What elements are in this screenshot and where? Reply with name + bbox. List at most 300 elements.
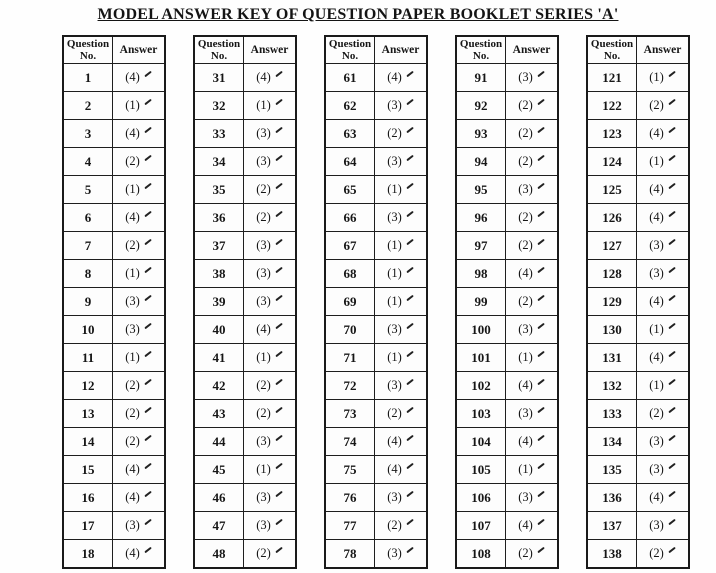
answer-cell: [375, 400, 428, 428]
answer-cell: [244, 204, 297, 232]
tick-icon: [668, 239, 675, 245]
tick-icon: [144, 239, 151, 245]
table-row: [325, 484, 427, 512]
table-row: [63, 428, 165, 456]
answer-header: Answer: [637, 36, 690, 64]
table-row: [456, 316, 558, 344]
answer-cell: [113, 400, 166, 428]
answer-cell: [637, 484, 690, 512]
tick-icon: [406, 183, 413, 189]
table-row: [587, 428, 689, 456]
question-number-cell: 7: [63, 232, 113, 260]
answer-cell: [113, 344, 166, 372]
answer-cell: [506, 344, 559, 372]
answer-cell: [375, 232, 428, 260]
answer-cell: [375, 260, 428, 288]
tick-icon: [275, 239, 282, 245]
question-number-cell: 17: [63, 512, 113, 540]
question-number-cell: 76: [325, 484, 375, 512]
answer-value: (2): [256, 546, 271, 560]
table-row: [194, 484, 296, 512]
tick-icon: [144, 211, 151, 217]
question-number-cell: 73: [325, 400, 375, 428]
table-row: [63, 232, 165, 260]
answer-cell: [506, 316, 559, 344]
answer-cell: [113, 372, 166, 400]
question-number-cell: 36: [194, 204, 244, 232]
tick-icon: [668, 323, 675, 329]
table-row: [194, 92, 296, 120]
answer-value: (1): [125, 350, 140, 364]
table-row: [325, 428, 427, 456]
question-number-cell: 13: [63, 400, 113, 428]
answer-value: (3): [649, 434, 664, 448]
question-number-cell: 39: [194, 288, 244, 316]
question-no-header: Question No.: [194, 36, 244, 64]
question-number-cell: 92: [456, 92, 506, 120]
table-row: [194, 316, 296, 344]
table-row: [63, 148, 165, 176]
answer-cell: [506, 372, 559, 400]
answer-value: (4): [125, 490, 140, 504]
answer-header: Answer: [244, 36, 297, 64]
answer-header: Answer: [113, 36, 166, 64]
answer-value: (3): [256, 490, 271, 504]
tick-icon: [668, 491, 675, 497]
answer-cell: [375, 148, 428, 176]
tick-icon: [668, 463, 675, 469]
table-row: [63, 344, 165, 372]
tick-icon: [275, 267, 282, 273]
answer-value: (4): [649, 210, 664, 224]
answer-cell: [506, 260, 559, 288]
table-row: [63, 372, 165, 400]
answer-value: (1): [125, 266, 140, 280]
answer-value: (4): [518, 378, 533, 392]
answer-cell: [113, 232, 166, 260]
tick-icon: [144, 267, 151, 273]
answer-cell: [244, 232, 297, 260]
table-row: [325, 120, 427, 148]
question-number-cell: 16: [63, 484, 113, 512]
tick-icon: [275, 463, 282, 469]
table-row: [456, 260, 558, 288]
answer-value: (3): [256, 154, 271, 168]
question-number-cell: 67: [325, 232, 375, 260]
question-number-cell: 43: [194, 400, 244, 428]
question-number-cell: 133: [587, 400, 637, 428]
table-row: [325, 288, 427, 316]
tick-icon: [537, 491, 544, 497]
table-row: [63, 260, 165, 288]
tick-icon: [275, 211, 282, 217]
answer-value: (1): [518, 350, 533, 364]
answer-value: (3): [387, 490, 402, 504]
question-number-cell: 62: [325, 92, 375, 120]
document-page: [0, 6, 716, 573]
table-row: [325, 260, 427, 288]
tick-icon: [275, 491, 282, 497]
question-number-cell: 103: [456, 400, 506, 428]
question-number-cell: 137: [587, 512, 637, 540]
table-row: [456, 540, 558, 569]
answer-value: (4): [125, 70, 140, 84]
question-number-cell: 35: [194, 176, 244, 204]
header-row: [194, 36, 296, 64]
tick-icon: [275, 547, 282, 553]
question-number-cell: 125: [587, 176, 637, 204]
answer-cell: [375, 428, 428, 456]
tick-icon: [275, 519, 282, 525]
table-row: [587, 176, 689, 204]
table-row: [456, 288, 558, 316]
question-number-cell: 9: [63, 288, 113, 316]
answer-cell: [375, 92, 428, 120]
answer-cell: [113, 288, 166, 316]
answer-cell: [506, 232, 559, 260]
tick-icon: [537, 547, 544, 553]
tick-icon: [275, 379, 282, 385]
tick-icon: [537, 295, 544, 301]
question-no-header: Question No.: [63, 36, 113, 64]
question-number-cell: 97: [456, 232, 506, 260]
table-row: [456, 204, 558, 232]
table-row: [587, 204, 689, 232]
table-row: [194, 456, 296, 484]
answer-cell: [637, 92, 690, 120]
tick-icon: [537, 323, 544, 329]
table-row: [587, 92, 689, 120]
tick-icon: [406, 99, 413, 105]
answer-value: (1): [649, 70, 664, 84]
answer-cell: [637, 148, 690, 176]
answer-cell: [244, 540, 297, 569]
answer-cell: [244, 400, 297, 428]
question-number-cell: 122: [587, 92, 637, 120]
tick-icon: [537, 351, 544, 357]
question-number-cell: 129: [587, 288, 637, 316]
question-number-cell: 2: [63, 92, 113, 120]
answer-value: (3): [518, 70, 533, 84]
answer-value: (1): [649, 378, 664, 392]
answer-cell: [113, 92, 166, 120]
question-number-cell: 41: [194, 344, 244, 372]
answer-cell: [637, 288, 690, 316]
answer-value: (3): [125, 294, 140, 308]
question-number-cell: 127: [587, 232, 637, 260]
question-number-cell: 72: [325, 372, 375, 400]
answer-cell: [637, 120, 690, 148]
answer-value: (4): [518, 434, 533, 448]
tick-icon: [275, 183, 282, 189]
answer-cell: [375, 120, 428, 148]
table-row: [587, 456, 689, 484]
answer-value: (1): [387, 350, 402, 364]
question-number-cell: 34: [194, 148, 244, 176]
question-number-cell: 33: [194, 120, 244, 148]
answer-cell: [506, 484, 559, 512]
answer-value: (3): [256, 518, 271, 532]
table-row: [194, 232, 296, 260]
answer-cell: [244, 428, 297, 456]
answer-cell: [637, 344, 690, 372]
answer-cell: [375, 204, 428, 232]
answer-value: (3): [387, 322, 402, 336]
answer-value: (4): [649, 490, 664, 504]
table-row: [456, 400, 558, 428]
question-number-cell: 135: [587, 456, 637, 484]
question-number-cell: 107: [456, 512, 506, 540]
answer-value: (4): [256, 70, 271, 84]
tick-icon: [537, 155, 544, 161]
answer-cell: [375, 176, 428, 204]
table-row: [325, 512, 427, 540]
question-number-cell: 91: [456, 64, 506, 92]
answer-key-table-3: [324, 35, 428, 569]
question-number-cell: 75: [325, 456, 375, 484]
answer-value: (4): [649, 182, 664, 196]
answer-value: (3): [125, 322, 140, 336]
answer-value: (1): [387, 182, 402, 196]
question-number-cell: 132: [587, 372, 637, 400]
tick-icon: [537, 211, 544, 217]
answer-cell: [244, 512, 297, 540]
tick-icon: [144, 127, 151, 133]
answer-cell: [375, 372, 428, 400]
answer-cell: [375, 344, 428, 372]
table-row: [194, 260, 296, 288]
answer-value: (2): [518, 294, 533, 308]
tick-icon: [537, 379, 544, 385]
table-row: [63, 512, 165, 540]
tick-icon: [668, 155, 675, 161]
question-number-cell: 38: [194, 260, 244, 288]
answer-cell: [506, 512, 559, 540]
table-row: [63, 456, 165, 484]
table-row: [194, 64, 296, 92]
question-number-cell: 15: [63, 456, 113, 484]
table-row: [325, 148, 427, 176]
answer-value: (1): [649, 154, 664, 168]
answer-value: (1): [256, 462, 271, 476]
question-number-cell: 48: [194, 540, 244, 569]
answer-cell: [637, 316, 690, 344]
tick-icon: [144, 379, 151, 385]
question-number-cell: 104: [456, 428, 506, 456]
answer-cell: [113, 540, 166, 569]
tick-icon: [406, 127, 413, 133]
answer-value: (4): [387, 462, 402, 476]
answer-value: (3): [518, 406, 533, 420]
answer-value: (2): [518, 98, 533, 112]
tick-icon: [668, 267, 675, 273]
question-number-cell: 1: [63, 64, 113, 92]
table-row: [194, 344, 296, 372]
question-number-cell: 64: [325, 148, 375, 176]
question-number-cell: 6: [63, 204, 113, 232]
tick-icon: [144, 463, 151, 469]
answer-cell: [113, 176, 166, 204]
answer-value: (2): [256, 406, 271, 420]
tick-icon: [406, 463, 413, 469]
answer-value: (2): [387, 518, 402, 532]
tick-icon: [668, 71, 675, 77]
answer-key-table-5: [586, 35, 690, 569]
answer-value: (2): [387, 126, 402, 140]
table-row: [587, 120, 689, 148]
answer-key-table-2: [193, 35, 297, 569]
answer-value: (3): [256, 238, 271, 252]
question-number-cell: 77: [325, 512, 375, 540]
question-number-cell: 12: [63, 372, 113, 400]
answer-value: (3): [387, 154, 402, 168]
answer-value: (4): [518, 266, 533, 280]
question-number-cell: 138: [587, 540, 637, 569]
header-row: [587, 36, 689, 64]
table-row: [587, 260, 689, 288]
question-number-cell: 31: [194, 64, 244, 92]
answer-value: (3): [256, 434, 271, 448]
tick-icon: [144, 351, 151, 357]
answer-cell: [244, 456, 297, 484]
answer-value: (2): [649, 98, 664, 112]
question-number-cell: 61: [325, 64, 375, 92]
tick-icon: [668, 407, 675, 413]
answer-cell: [113, 484, 166, 512]
answer-value: (2): [518, 546, 533, 560]
answer-cell: [113, 456, 166, 484]
question-number-cell: 134: [587, 428, 637, 456]
table-row: [194, 148, 296, 176]
tick-icon: [144, 547, 151, 553]
answer-value: (2): [518, 126, 533, 140]
question-no-header: Question No.: [456, 36, 506, 64]
answer-value: (3): [649, 518, 664, 532]
answer-cell: [375, 484, 428, 512]
answer-cell: [637, 456, 690, 484]
table-row: [456, 120, 558, 148]
answer-cell: [506, 204, 559, 232]
tick-icon: [406, 295, 413, 301]
answer-value: (1): [256, 350, 271, 364]
answer-value: (1): [518, 462, 533, 476]
answer-value: (3): [387, 546, 402, 560]
question-number-cell: 131: [587, 344, 637, 372]
table-row: [63, 316, 165, 344]
table-row: [456, 64, 558, 92]
question-number-cell: 11: [63, 344, 113, 372]
table-row: [325, 64, 427, 92]
question-number-cell: 68: [325, 260, 375, 288]
table-row: [587, 400, 689, 428]
answer-cell: [244, 372, 297, 400]
table-row: [456, 92, 558, 120]
answer-value: (4): [125, 462, 140, 476]
tick-icon: [406, 239, 413, 245]
tick-icon: [668, 183, 675, 189]
answer-value: (2): [256, 182, 271, 196]
answer-value: (2): [125, 406, 140, 420]
header-row: [63, 36, 165, 64]
answer-value: (1): [125, 98, 140, 112]
question-number-cell: 100: [456, 316, 506, 344]
answer-value: (3): [387, 378, 402, 392]
tick-icon: [668, 435, 675, 441]
tick-icon: [406, 547, 413, 553]
answer-cell: [506, 288, 559, 316]
question-number-cell: 96: [456, 204, 506, 232]
table-row: [194, 540, 296, 569]
table-row: [63, 484, 165, 512]
table-row: [194, 176, 296, 204]
answer-value: (1): [649, 322, 664, 336]
question-number-cell: 136: [587, 484, 637, 512]
answer-cell: [244, 316, 297, 344]
question-number-cell: 78: [325, 540, 375, 569]
answer-cell: [244, 176, 297, 204]
tick-icon: [144, 155, 151, 161]
answer-value: (4): [649, 294, 664, 308]
table-row: [194, 400, 296, 428]
tick-icon: [144, 183, 151, 189]
answer-cell: [506, 176, 559, 204]
table-row: [456, 512, 558, 540]
table-row: [325, 344, 427, 372]
table-row: [587, 64, 689, 92]
table-row: [587, 316, 689, 344]
tick-icon: [275, 323, 282, 329]
tick-icon: [668, 295, 675, 301]
answer-cell: [375, 512, 428, 540]
question-no-header: Question No.: [325, 36, 375, 64]
answer-value: (2): [518, 210, 533, 224]
answer-value: (4): [387, 434, 402, 448]
question-no-header: Question No.: [587, 36, 637, 64]
table-row: [456, 176, 558, 204]
table-row: [456, 344, 558, 372]
answer-value: (2): [256, 378, 271, 392]
answer-value: (3): [256, 126, 271, 140]
answer-cell: [244, 92, 297, 120]
table-row: [194, 512, 296, 540]
question-number-cell: 5: [63, 176, 113, 204]
table-row: [63, 176, 165, 204]
table-row: [456, 148, 558, 176]
tick-icon: [537, 99, 544, 105]
answer-value: (2): [649, 406, 664, 420]
answer-cell: [637, 512, 690, 540]
answer-cell: [244, 484, 297, 512]
answer-value: (2): [518, 154, 533, 168]
tick-icon: [406, 351, 413, 357]
table-row: [325, 372, 427, 400]
answer-value: (4): [125, 546, 140, 560]
tick-icon: [668, 379, 675, 385]
table-row: [456, 428, 558, 456]
tick-icon: [537, 435, 544, 441]
question-number-cell: 42: [194, 372, 244, 400]
question-number-cell: 66: [325, 204, 375, 232]
tick-icon: [537, 71, 544, 77]
answer-value: (1): [387, 294, 402, 308]
answer-cell: [244, 344, 297, 372]
question-number-cell: 71: [325, 344, 375, 372]
table-row: [587, 372, 689, 400]
table-row: [325, 540, 427, 569]
answer-value: (1): [387, 238, 402, 252]
tick-icon: [537, 183, 544, 189]
answer-cell: [244, 64, 297, 92]
